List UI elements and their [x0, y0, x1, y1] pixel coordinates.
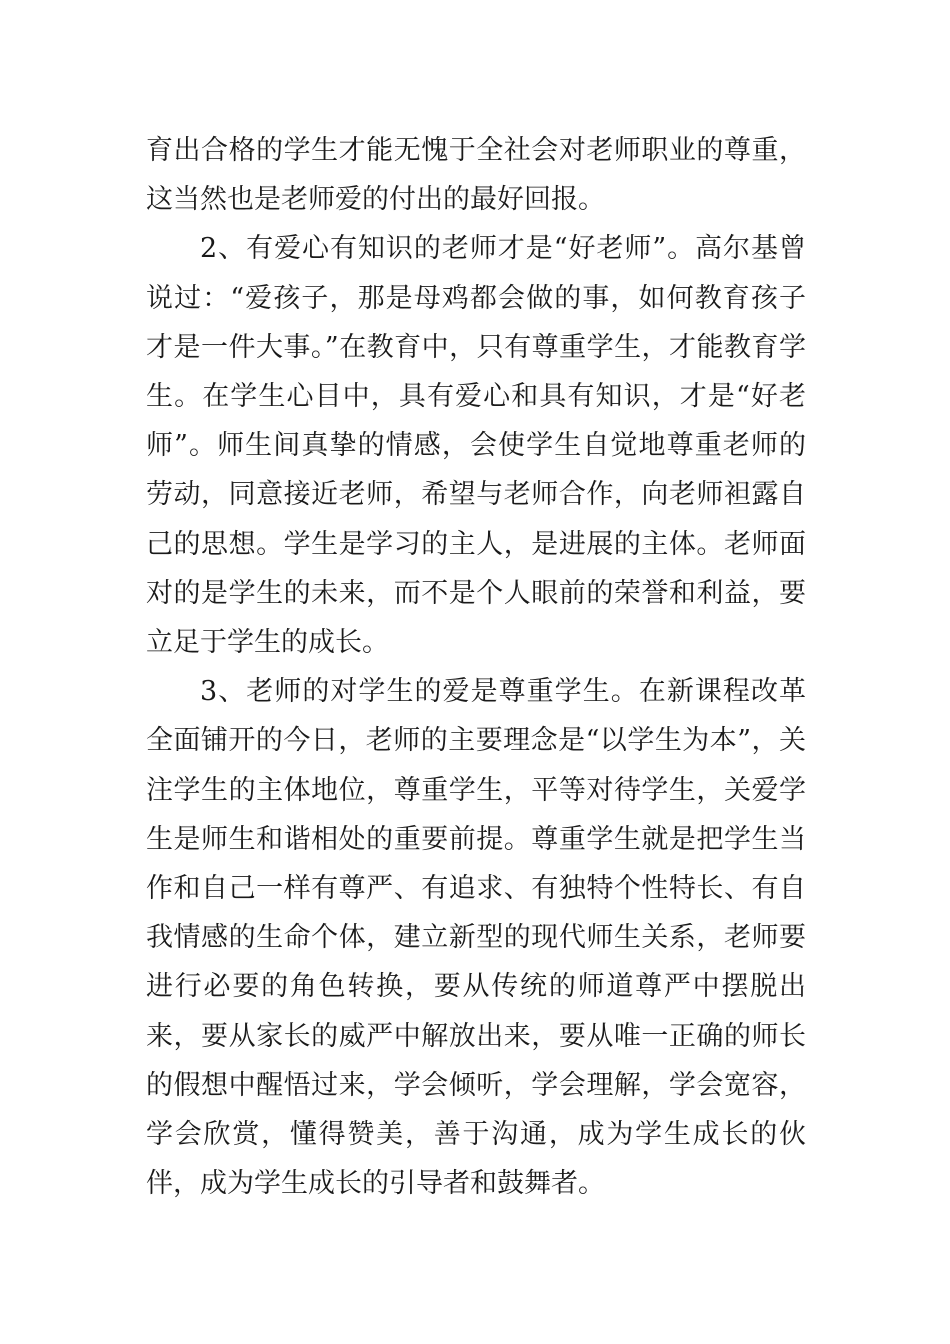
paragraph-continuation: 育出合格的学生才能无愧于全社会对老师职业的尊重，这当然也是老师爱的付出的最好回报。 [146, 135, 806, 216]
document-body [146, 126, 806, 1208]
paragraph-respect-students: 3、老师的对学生的爱是尊重学生。在新课程改革全面铺开的今日，老师的主要理念是“以学生为本”，关注学生的主体地位，尊重学生，平等对待学生，关爱学生是师生和谐相处的重要前提。尊重学生就是把学生当作和自己一样有尊严、有追求、有独特个性特长、有自我情感的生命个体，建立新型的现代师生关系，老师要进行必要的角色转换，要从传统的师道尊严中摆脱出来，要从家长的威严中解放出来，要从唯一正确的师长的假想中醒悟过来，学会倾听，学会理解，学会宽容，学会欣赏，懂得赞美，善于沟通，成为学生成长的伙伴，成为学生成长的引导者和鼓舞者。 [146, 676, 806, 1200]
paragraph-good-teacher: 2、有爱心有知识的老师才是“好老师”。高尔基曾说过：“爱孩子，那是母鸡都会做的事，如何教育孩子才是一件大事。”在教育中，只有尊重学生，才能教育学生。在学生心目中，具有爱心和具有知识，才是“好老师”。师生间真挚的情感，会使学生自觉地尊重老师的劳动，同意接近老师，希望与老师合作，向老师袒露自己的思想。学生是学习的主人，是进展的主体。老师面对的是学生的未来，而不是个人眼前的荣誉和利益，要立足于学生的成长。 [146, 233, 806, 659]
